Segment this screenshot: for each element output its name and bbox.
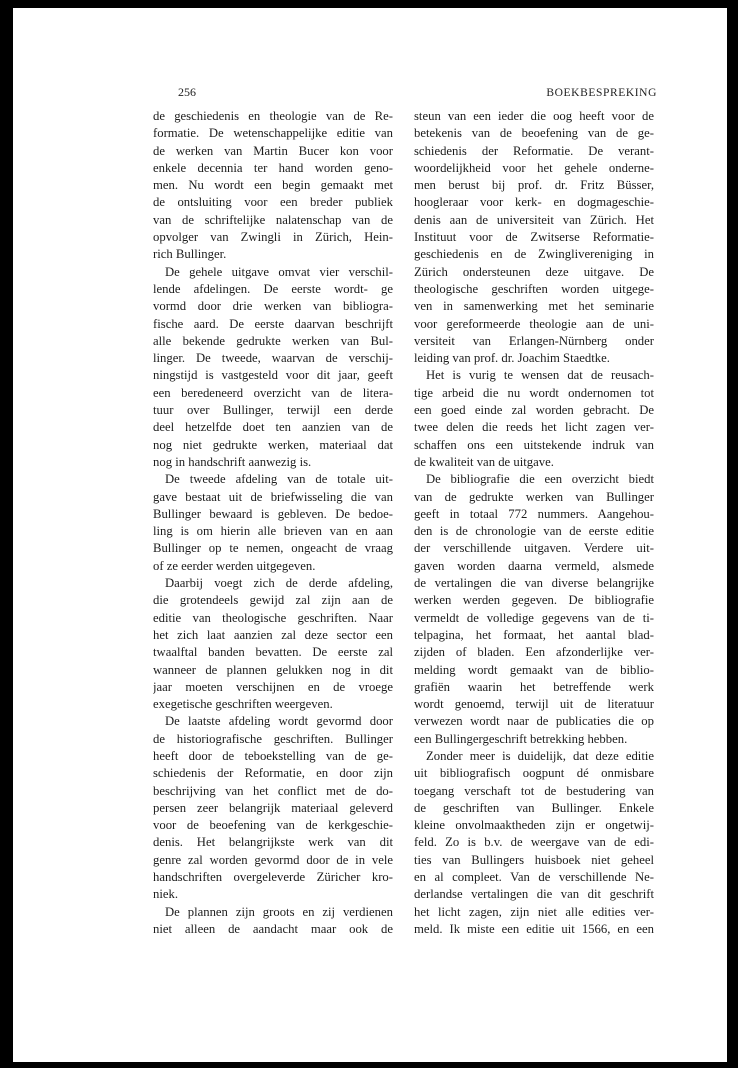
text-line: niek. [153,887,179,902]
text-line: voor de beoefening van de kerkgeschie- [153,818,393,833]
text-line: wordt genoemd, terwijl uit de literatuur [414,697,654,712]
text-line: of ze eerder werden uitgegeven. [153,558,316,573]
text-line: ven in samenwerking met het seminarie [414,299,654,314]
text-line: hoogleraar voor kerk- en dogmageschie- [414,195,654,210]
text-line: ties van Bullingers huisboek niet geheel [414,852,654,867]
text-line: die grotendeels gewijd zal zijn aan de [153,593,393,608]
text-line: twaalftal banden bevatten. De eerste zal [153,645,393,660]
text-line: Bullinger op te nemen, ongeacht de vraag [153,541,393,556]
text-line: betekenis van de beoefening van de ge- [414,126,654,141]
text-line: de ontsluiting voor een breder publiek [153,195,393,210]
text-line: gaven worden daarna vermeld, alsmede [414,558,654,573]
text-line: den is de chronologie van de eerste editie [414,524,654,539]
text-line: meld. Ik miste een editie uit 1566, en een [414,921,654,936]
text-line: verwezen wordt naar de publicaties die op [414,714,654,729]
text-line: de werken van Martin Bucer kon voor [153,143,393,158]
right-text-column [414,108,654,938]
text-line: niet alleen de aandacht maar ook de [153,921,393,936]
text-line: van de schriftelijke nalatenschap van de [153,212,393,227]
text-line: exegetische geschriften weergeven. [153,697,333,712]
text-line: men berust bij prof. dr. Fritz Büsser, [414,178,654,193]
text-line: fische aard. De eerste daarvan beschrijft [153,316,393,331]
text-line: toegang verschaft tot de bestudering van [414,783,654,798]
text-line: de geschiedenis en theologie van de Re- [153,109,393,123]
text-line: opvolger van Zwingli in Zürich, Hein- [153,230,393,245]
text-line: en al compleet. Van de verschillende Ne- [414,870,654,885]
text-line: De bibliografie die een overzicht biedt [426,472,654,487]
text-line: De tweede afdeling van de totale uit- [165,472,393,487]
text-line: formatie. De wetenschappelijke editie van [153,126,393,141]
text-line: melding wordt gemaakt van de biblio- [414,662,654,677]
text-line: wanneer de plannen gelukken nog in dit [153,662,393,677]
text-line: genre zal worden gevormd door de in vele [153,852,393,867]
text-line: beschrijving van het conflict met de do- [153,783,393,798]
text-line: versiteit van Erlangen-Nürnberg onder [414,333,654,348]
text-line: kleine onvolmaaktheden zijn er ongetwij- [414,818,654,833]
text-line: feld. Zo is b.v. de weergave van de edi- [414,835,654,850]
text-line: werken werden gegeven. De bibliografie [414,593,654,608]
left-text-column [153,108,393,938]
text-line: jaar moeten verschijnen en de vroege [153,679,393,694]
text-line: heeft door de teboekstelling van de ge- [153,748,393,763]
text-line: woordelijkheid voor het gehele onderne- [414,160,654,175]
text-line: geeft in totaal 772 nummers. Aangehou- [414,506,654,521]
text-line: editie van theologische geschriften. Naar [153,610,393,625]
text-line: leiding van prof. dr. Joachim Staedtke. [414,351,610,366]
text-line: vermeldt de volledige gegevens van de ti- [414,610,654,625]
text-line: persen zeer belangrijk materiaal geleverd [153,800,393,815]
text-line: enkele decennia ter hand worden geno- [153,160,393,175]
text-line: de kwaliteit van de uitgave. [414,454,554,469]
text-line: nog niet gedrukte werken, materiaal dat [153,437,393,452]
text-line: lende afdelingen. De eerste wordt- ge [153,281,393,296]
text-line: een goed einde zal worden gebracht. De [414,403,654,418]
text-line: zijden of bladen. Een afzonderlijke ver- [414,645,654,660]
text-line: theologische geschriften worden uitgege- [414,281,654,296]
text-line: de historiografische geschriften. Bullinger [153,731,393,746]
text-line: rich Bullinger. [153,247,227,262]
running-title: BOEKBESPREKING [546,87,657,99]
text-line: men. Nu wordt een begin gemaakt met [153,178,393,193]
text-line: nog in handschrift aanwezig is. [153,454,312,469]
text-line: telpagina, het formaat, het aantal blad- [414,627,654,642]
text-line: schiedenis der Reformatie. De verant- [414,143,654,158]
text-line: deel hetzelfde doet ten aanzien van de [153,420,393,435]
text-line: de geschriften van Bullinger. Enkele [414,800,654,815]
text-line: der verschillende uitgaven. Verdere uit- [414,541,654,556]
text-line: het licht zagen, zijn niet alle edities ver- [414,904,654,919]
text-line: ling is om hierin alle brieven van en aan [153,524,393,539]
text-line: tuur over Bullinger, terwijl een derde [153,403,393,418]
text-line: schaffen ons een uitstekende indruk van [414,437,654,452]
text-line: Bullinger bewaard is gebleven. De bedoe- [153,506,393,521]
text-line: Zonder meer is duidelijk, dat deze editie [426,748,654,763]
text-line: linger. De tweede, waarvan de verschij- [153,351,393,366]
text-line: alle bekende gedrukte werken van Bul- [153,333,393,348]
text-line: het zich laat aanzien zal deze sector een [153,627,393,642]
text-line: denis. Het belangrijkste werk van dit [153,835,393,850]
text-line: derlandse vertalingen die van dit geschrift [414,887,654,902]
text-line: twee delen die reeds het licht zagen ver- [414,420,654,435]
text-line: de vertalingen die van diverse belangrijke [414,576,654,591]
text-line: ningstijd is vastgesteld voor dit jaar, geeft [153,368,393,383]
text-line: grafiën waarin het betreffende werk [414,679,654,694]
text-line: gave bestaat uit de briefwisseling die van [153,489,393,504]
text-line: Instituut voor de Zwitserse Reformatie- [414,230,654,245]
text-line: steun van een ieder die oog heeft voor de [414,109,654,123]
text-line: geschiedenis en de Zwinglivereniging in [414,247,654,262]
text-line: handschriften overgeleverde Züricher kro- [153,870,393,885]
text-line: schiedenis der Reformatie, en door zijn [153,766,393,781]
text-line: Zürich ondersteunen deze uitgave. De [414,264,654,279]
text-line: De plannen zijn groots en zij verdienen [165,904,393,919]
text-line: voor gereformeerde theologie aan de uni- [414,316,654,331]
text-line: De laatste afdeling wordt gevormd door [165,714,393,729]
text-line: denis aan de universiteit van Zürich. Het [414,212,654,227]
text-line: De gehele uitgave omvat vier verschil- [165,264,393,279]
text-line: uit bibliografisch oogpunt dé onmisbare [414,766,654,781]
text-line: Daarbij voegt zich de derde afdeling, [165,576,393,591]
text-line: tige arbeid die nu wordt ondernomen tot [414,385,654,400]
text-line: een beredeneerd overzicht van de litera- [153,385,393,400]
text-line: van de gedrukte werken van Bullinger [414,489,654,504]
page-number: 256 [178,85,196,99]
text-line: Het is vurig te wensen dat de reusach- [426,368,654,383]
text-line: een Bullingergeschrift betrekking hebben. [414,731,628,746]
text-line: vormd door drie werken van bibliogra- [153,299,393,314]
